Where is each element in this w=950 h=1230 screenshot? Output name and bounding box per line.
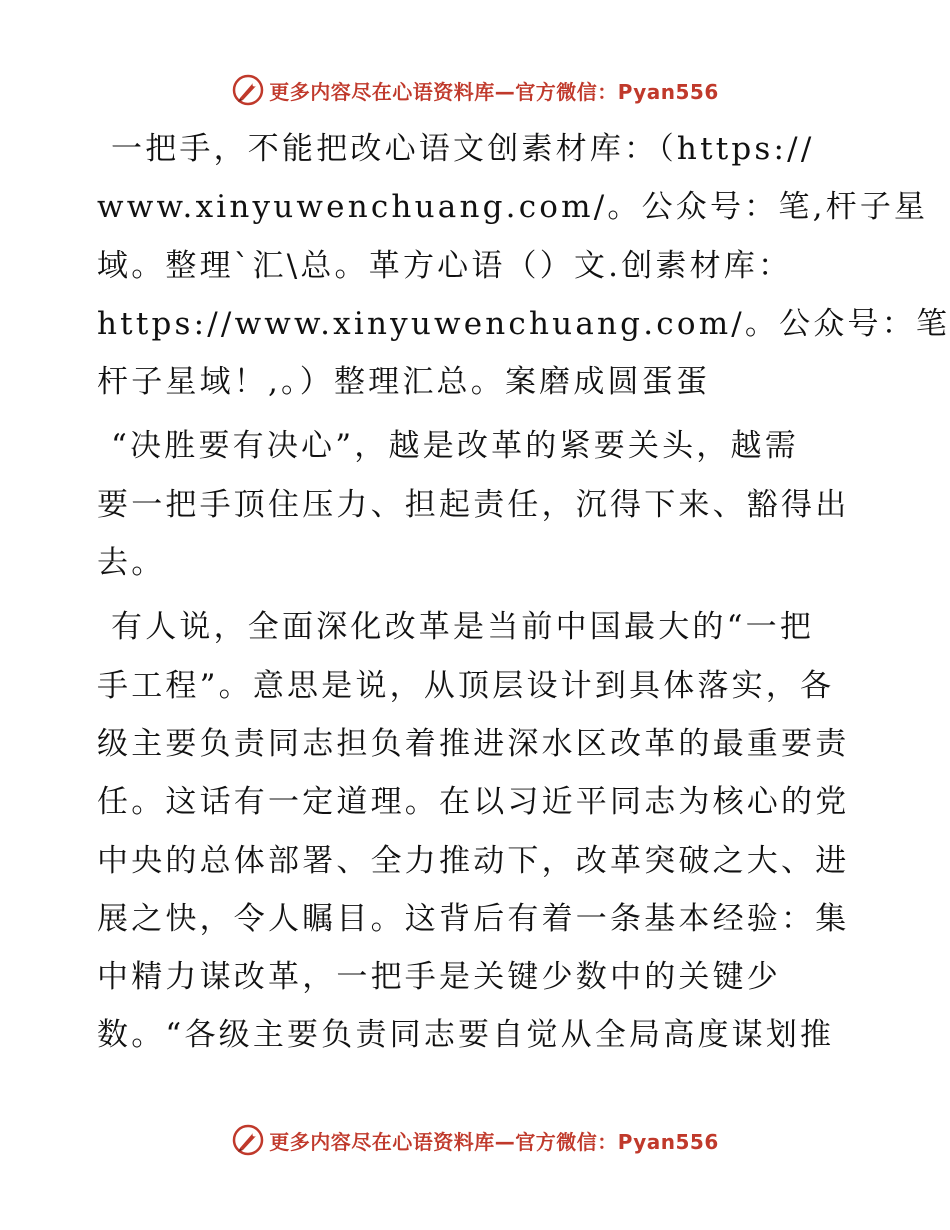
footer-banner-text: 更多内容尽在心语资料库—官方微信：Pyan556 — [269, 1129, 719, 1154]
pen-logo-icon — [231, 73, 265, 107]
text-line: 中精力谋改革，一把手是关键少数中的关键少 — [97, 959, 781, 996]
text-line: 域。整理`汇\总。革方心语（）文.创素材库： — [97, 247, 793, 284]
text-line: 级主要负责同志担负着推进深水区改革的最重要责 — [97, 725, 850, 762]
text-line: 一把手，不能把改心语文创素材库：（https:// — [111, 131, 815, 167]
text-line: 数。“各级主要负责同志要自觉从全局高度谋划推 — [97, 1017, 835, 1054]
document-body — [97, 120, 950, 1065]
text-line: 展之快，令人瞩目。这背后有着一条基本经验：集 — [97, 900, 850, 937]
paragraph-3 — [97, 598, 857, 1064]
header-banner — [0, 70, 950, 110]
text-line: 去。 — [97, 545, 166, 582]
text-line: 要一把手顶住压力、担起责任，沉得下来、豁得出 — [97, 486, 850, 523]
text-line: 有人说，全面深化改革是当前中国最大的“一把 — [111, 609, 815, 646]
paragraph-1 — [97, 120, 950, 411]
text-line: “决胜要有决心”，越是改革的紧要关头，越需 — [111, 428, 799, 465]
pen-logo-icon — [231, 1123, 265, 1157]
text-line: www.xinyuwenchuang.com/。公众号：笔,杆子星 — [97, 189, 929, 226]
text-line: 手工程”。意思是说，从顶层设计到具体落实，各 — [97, 667, 835, 704]
text-line: 杆子星域！,。）整理汇总。案磨成圆蛋蛋 — [97, 364, 711, 401]
footer-banner — [0, 1120, 950, 1160]
text-line: 中央的总体部署、全力推动下，改革突破之大、进 — [97, 842, 850, 879]
text-line: https://www.xinyuwenchuang.com/。公众号：笔 — [97, 305, 950, 342]
text-line: 任。这话有一定道理。在以习近平同志为核心的党 — [97, 784, 850, 821]
header-banner-text: 更多内容尽在心语资料库—官方微信：Pyan556 — [269, 79, 719, 104]
paragraph-2 — [97, 417, 857, 592]
